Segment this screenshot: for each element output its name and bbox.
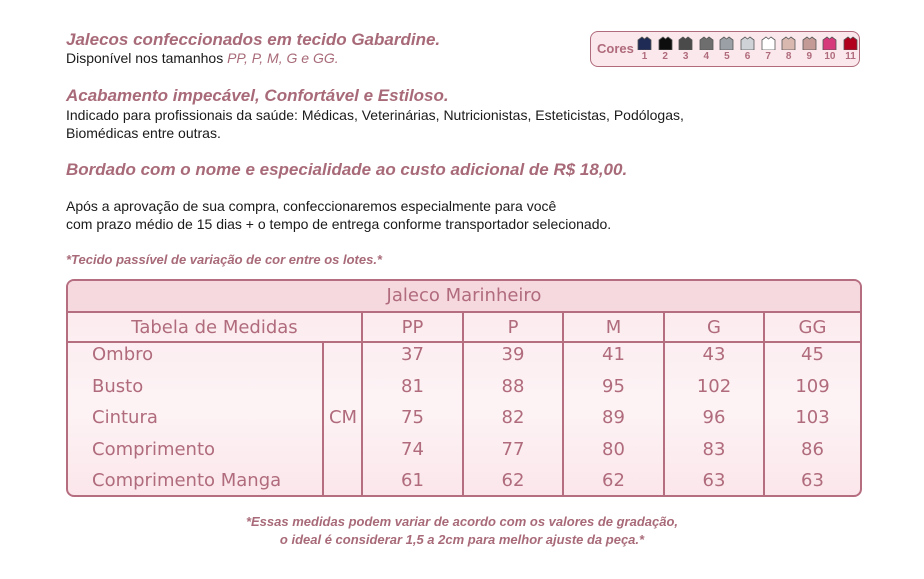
size-header-m: M xyxy=(564,313,663,343)
measure-cell: 102 xyxy=(696,375,732,397)
color-swatches-panel xyxy=(590,31,860,67)
swatch-number: 4 xyxy=(703,51,710,62)
swatch-number: 7 xyxy=(765,51,771,62)
shirt-swatch-icon xyxy=(843,36,858,50)
measure-cell: 62 xyxy=(602,470,625,491)
measure-cell: 82 xyxy=(501,407,525,428)
color-swatch-10 xyxy=(822,36,837,62)
size-header-pp: PP xyxy=(363,313,462,343)
row-label: Comprimento Manga xyxy=(92,470,282,491)
measure-cell: 81 xyxy=(401,375,424,397)
finish-description: Acabamento impecável, Confortável e Estiloso. xyxy=(66,86,449,105)
measure-cell: 37 xyxy=(401,344,424,365)
color-swatch-5 xyxy=(719,36,734,62)
measure-cell: 80 xyxy=(602,438,625,460)
measure-cell: 89 xyxy=(602,407,625,428)
measures-header: Tabela de Medidas xyxy=(68,313,361,343)
table-title: Jaleco Marinheiro xyxy=(68,281,860,313)
color-swatch-1 xyxy=(637,36,652,62)
row-label: Ombro xyxy=(92,344,154,365)
color-swatch-6 xyxy=(740,36,755,62)
swatch-number: 3 xyxy=(682,51,689,62)
production-time-line-1: Após a aprovação de sua compra, confeccionaremos especialmente para você xyxy=(66,198,557,214)
swatch-number: 6 xyxy=(744,51,751,62)
row-label: Cintura xyxy=(92,407,158,428)
measure-cell: 61 xyxy=(401,470,424,491)
color-swatch-7 xyxy=(761,36,776,62)
production-time-line-2: com prazo médio de 15 dias + o tempo de entrega conforme transportador selecionado. xyxy=(66,216,612,232)
color-swatch-3 xyxy=(678,36,693,62)
target-professionals: Indicado para profissionais da saúde: Médicas, Veterinárias, Nutricionistas, Esteticistas, Podólogas, Biomédicas entre outras. xyxy=(66,107,684,141)
swatch-number: 5 xyxy=(724,51,730,62)
measurement-footnote xyxy=(66,513,858,549)
measure-cell: 86 xyxy=(801,438,824,460)
color-swatch-11 xyxy=(843,36,858,62)
swatch-number: 8 xyxy=(785,51,792,62)
size-header-gg: GG xyxy=(765,313,860,343)
shirt-swatch-icon xyxy=(678,36,693,50)
footnote-line-2: o ideal é considerar 1,5 a 2cm para melhor ajuste da peça.* xyxy=(279,532,645,547)
embroidery-offer: Bordado com o nome e especialidade ao custo adicional de R$ 18,00. xyxy=(66,160,628,179)
color-swatch-4 xyxy=(699,36,714,62)
measure-cell: 39 xyxy=(501,344,525,365)
size-chart-table xyxy=(66,279,862,497)
row-label: Busto xyxy=(92,375,144,397)
measure-cell: 43 xyxy=(702,344,726,365)
measure-cell: 88 xyxy=(501,375,525,397)
fabric-color-disclaimer: *Tecido passível de variação de cor entre os lotes.* xyxy=(66,252,382,267)
measure-cell: 75 xyxy=(401,407,424,428)
measure-cell: 103 xyxy=(795,407,830,428)
measure-cell: 74 xyxy=(401,438,424,460)
measure-cell: 83 xyxy=(702,438,726,460)
sizes-prefix: Disponível nos tamanhos xyxy=(66,50,228,66)
color-swatch-2 xyxy=(658,36,673,62)
size-header-g: G xyxy=(665,313,763,343)
measure-cell: 45 xyxy=(801,344,824,365)
shirt-swatch-icon xyxy=(658,36,673,50)
shirt-swatch-icon xyxy=(802,36,817,50)
sizes-list: PP, P, M, G e GG. xyxy=(227,50,339,66)
swatch-number: 10 xyxy=(824,51,836,62)
shirt-swatch-icon xyxy=(699,36,714,50)
swatch-number: 11 xyxy=(845,51,856,62)
color-swatch-8 xyxy=(781,36,796,62)
row-label: Comprimento xyxy=(92,438,216,460)
shirt-swatch-icon xyxy=(719,36,734,50)
sizes-availability xyxy=(66,50,339,66)
production-time xyxy=(66,197,786,233)
measure-cell: 95 xyxy=(602,375,625,397)
shirt-swatch-icon xyxy=(761,36,776,50)
color-swatch-9 xyxy=(802,36,817,62)
measure-cell: 41 xyxy=(602,344,625,365)
measure-cell: 109 xyxy=(795,375,830,397)
measure-cell: 77 xyxy=(501,438,525,460)
unit-label: CM xyxy=(328,407,358,428)
measure-cell: 63 xyxy=(702,470,726,491)
size-header-p: P xyxy=(464,313,562,343)
colors-label: Cores xyxy=(597,41,634,56)
shirt-swatch-icon xyxy=(637,36,652,50)
swatch-number: 1 xyxy=(641,51,648,62)
measure-cell: 63 xyxy=(801,470,824,491)
measure-cell: 62 xyxy=(501,470,525,491)
swatch-number: 9 xyxy=(806,51,813,62)
shirt-swatch-icon xyxy=(781,36,796,50)
shirt-swatch-icon xyxy=(822,36,837,50)
fabric-description: Jalecos confeccionados em tecido Gabardine. xyxy=(66,30,441,49)
footnote-line-1: *Essas medidas podem variar de acordo com os valores de gradação, xyxy=(245,514,679,529)
shirt-swatch-icon xyxy=(740,36,755,50)
measure-cell: 96 xyxy=(702,407,726,428)
swatch-number: 2 xyxy=(662,51,668,62)
